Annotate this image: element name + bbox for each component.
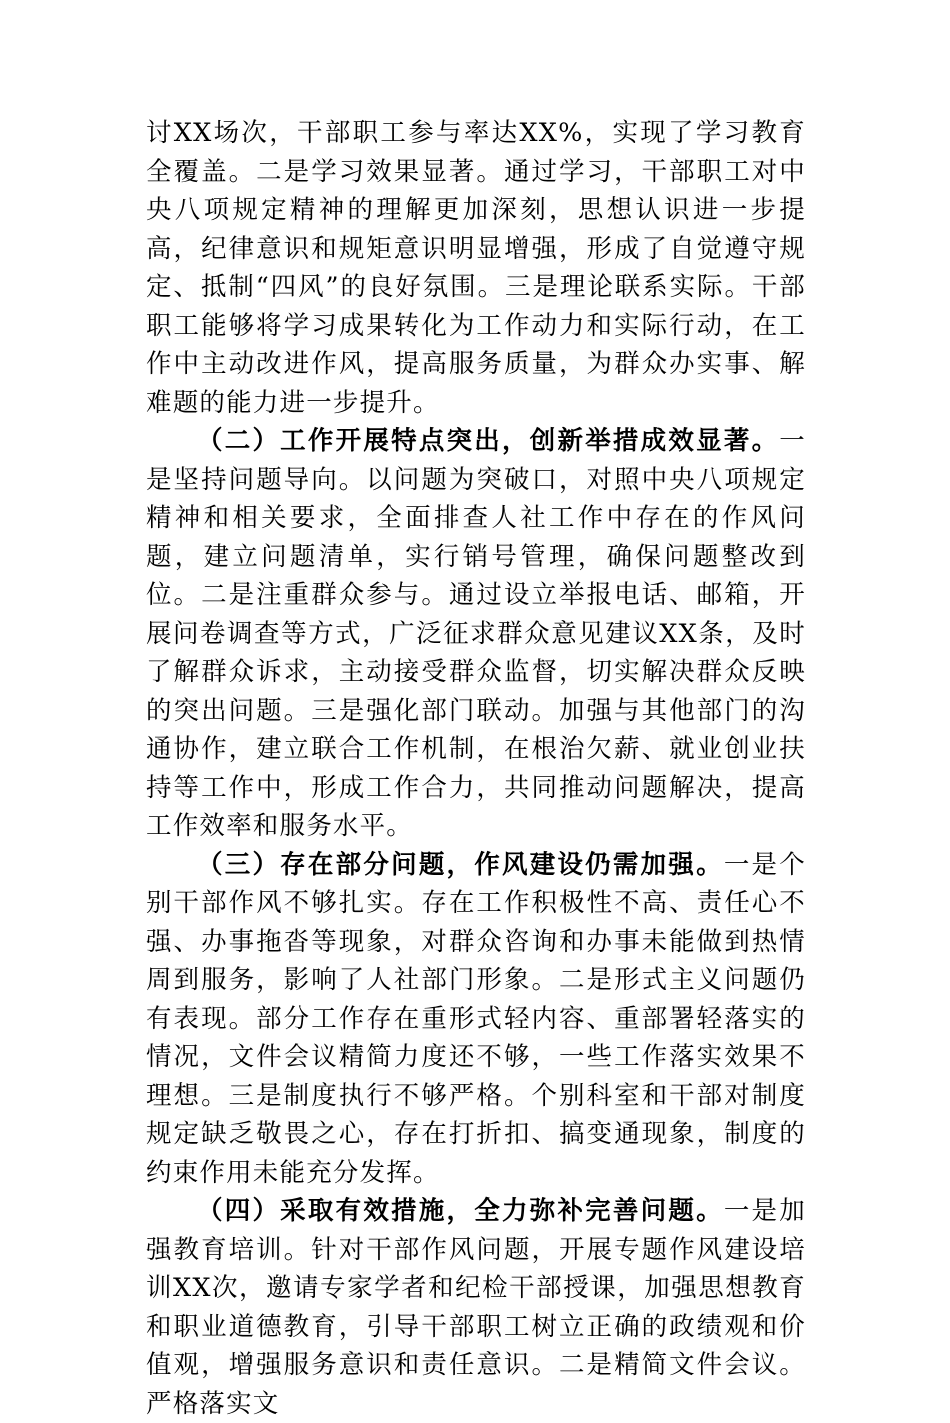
document-body [146,114,806,1423]
section-4-text: 一是加强教育培训。针对干部作风问题，开展专题作风建设培训XX次，邀请专家学者和纪检干部授课，加强思想教育和职业道德教育，引导干部职工树立正确的政绩观和价值观，增强服务意识和责任意识。二是精简文件会议。严格落实文 [146,1196,806,1419]
section-2-heading: （二）工作开展特点突出，创新举措成效显著。 [197,426,780,456]
paragraph-1-text: 讨XX场次，干部职工参与率达XX%，实现了学习教育全覆盖。二是学习效果显著。通过学习，干部职工对中央八项规定精神的理解更加深刻，思想认识进一步提高，纪律意识和规矩意识明显增强，形成了自觉遵守规定、抵制“四风”的良好氛围。三是理论联系实际。干部职工能够将学习成果转化为工作动力和实际行动，在工作中主动改进作风，提高服务质量，为群众办实事、解难题的能力进一步提升。 [146,118,806,418]
section-4-heading: （四）采取有效措施，全力弥补完善问题。 [197,1196,724,1226]
paragraph-section-3 [146,846,806,1193]
paragraph-section-4 [146,1192,806,1423]
paragraph-continuation [146,114,806,422]
section-3-heading: （三）存在部分问题，作风建设仍需加强。 [197,849,724,880]
paragraph-section-2 [146,422,806,846]
section-2-text: 一是坚持问题导向。以问题为突破口，对照中央八项规定精神和相关要求，全面排查人社工作中存在的作风问题，建立问题清单，实行销号管理，确保问题整改到位。二是注重群众参与。通过设立举报电话、邮箱，开展问卷调查等方式，广泛征求群众意见建议XX条，及时了解群众诉求，主动接受群众监督，切实解决群众反映的突出问题。三是强化部门联动。加强与其他部门的沟通协作，建立联合工作机制，在根治欠薪、就业创业扶持等工作中，形成工作合力，共同推动问题解决，提高工作效率和服务水平。 [146,426,806,841]
section-3-text: 一是个别干部作风不够扎实。存在工作积极性不高、责任心不强、办事拖沓等现象，对群众咨询和办事未能做到热情周到服务，影响了人社部门形象。二是形式主义问题仍有表现。部分工作存在重形式轻内容、重部署轻落实的情况，文件会议精简力度还不够，一些工作落实效果不理想。三是制度执行不够严格。个别科室和干部对制度规定缺乏敬畏之心，存在打折扣、搞变通现象，制度的约束作用未能充分发挥。 [146,849,806,1188]
